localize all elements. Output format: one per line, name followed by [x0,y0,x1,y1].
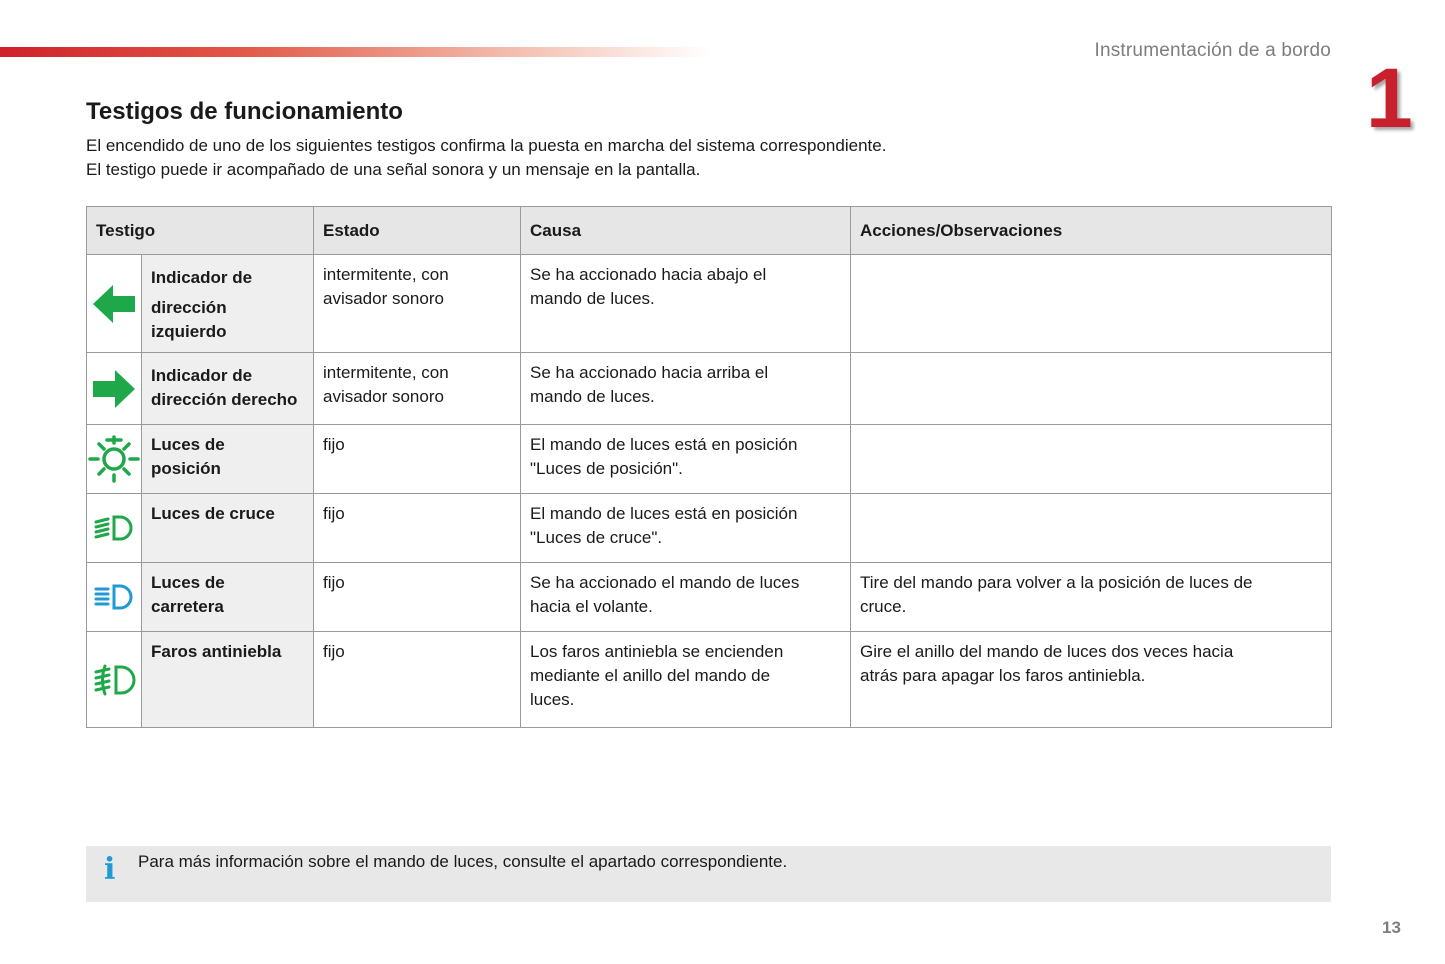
light-cause: El mando de luces está en posición "Luces de posición". [521,425,851,494]
light-name: Faros antiniebla [142,632,314,728]
light-name: Luces de carretera [142,563,314,632]
light-action [851,353,1332,425]
table-row [87,353,1332,425]
column-header-testigo: Testigo [87,207,314,255]
column-header-acciones: Acciones/Observaciones [851,207,1332,255]
column-header-estado: Estado [314,207,521,255]
light-name: Luces de cruce [142,494,314,563]
info-text: Para más información sobre el mando de luces, consulte el apartado correspondiente. [138,852,788,871]
light-state: intermitente, con avisador sonoro [314,255,521,353]
light-cause: Se ha accionado el mando de luces hacia el volante. [521,563,851,632]
intro-text [86,134,886,182]
dipped-beam-icon [87,494,142,563]
page-title: Testigos de funcionamiento [86,98,403,125]
left-arrow-icon [87,255,142,353]
light-state: fijo [314,632,521,728]
chapter-number: 1 [1366,51,1413,145]
main-beam-icon [87,563,142,632]
light-state: intermitente, con avisador sonoro [314,353,521,425]
info-icon: i [104,852,116,887]
warning-lights-table [86,206,1332,728]
table-row [87,255,1332,353]
light-action: Tire del mando para volver a la posición de luces de cruce. [851,563,1332,632]
light-action [851,255,1332,353]
table-row [87,632,1332,728]
light-name: Luces de posición [142,425,314,494]
light-state: fijo [314,563,521,632]
front-fog-lights-icon [87,632,142,728]
light-cause: Se ha accionado hacia arriba el mando de luces. [521,353,851,425]
info-box [86,846,1331,902]
intro-line: El encendido de uno de los siguientes testigos confirma la puesta en marcha del sistema correspondiente. [86,136,887,155]
table-row [87,425,1332,494]
light-state: fijo [314,494,521,563]
light-action: Gire el anillo del mando de luces dos veces hacia atrás para apagar los faros antiniebla. [851,632,1332,728]
light-cause: El mando de luces está en posición "Luces de cruce". [521,494,851,563]
table-header-row [87,207,1332,255]
light-cause: Los faros antiniebla se encienden mediante el anillo del mando de luces. [521,632,851,728]
table-row [87,563,1332,632]
light-name: Indicador de dirección izquierdo [142,255,314,353]
position-lights-icon [87,425,142,494]
table-row [87,494,1332,563]
light-cause: Se ha accionado hacia abajo el mando de luces. [521,255,851,353]
right-arrow-icon [87,353,142,425]
section-title: Instrumentación de a bordo [1094,40,1331,61]
light-state: fijo [314,425,521,494]
light-action [851,494,1332,563]
intro-line: El testigo puede ir acompañado de una señal sonora y un mensaje en la pantalla. [86,160,701,179]
light-action [851,425,1332,494]
column-header-causa: Causa [521,207,851,255]
page-number: 13 [1382,918,1401,937]
header-accent-bar [0,47,710,57]
light-name: Indicador de dirección derecho [142,353,314,425]
